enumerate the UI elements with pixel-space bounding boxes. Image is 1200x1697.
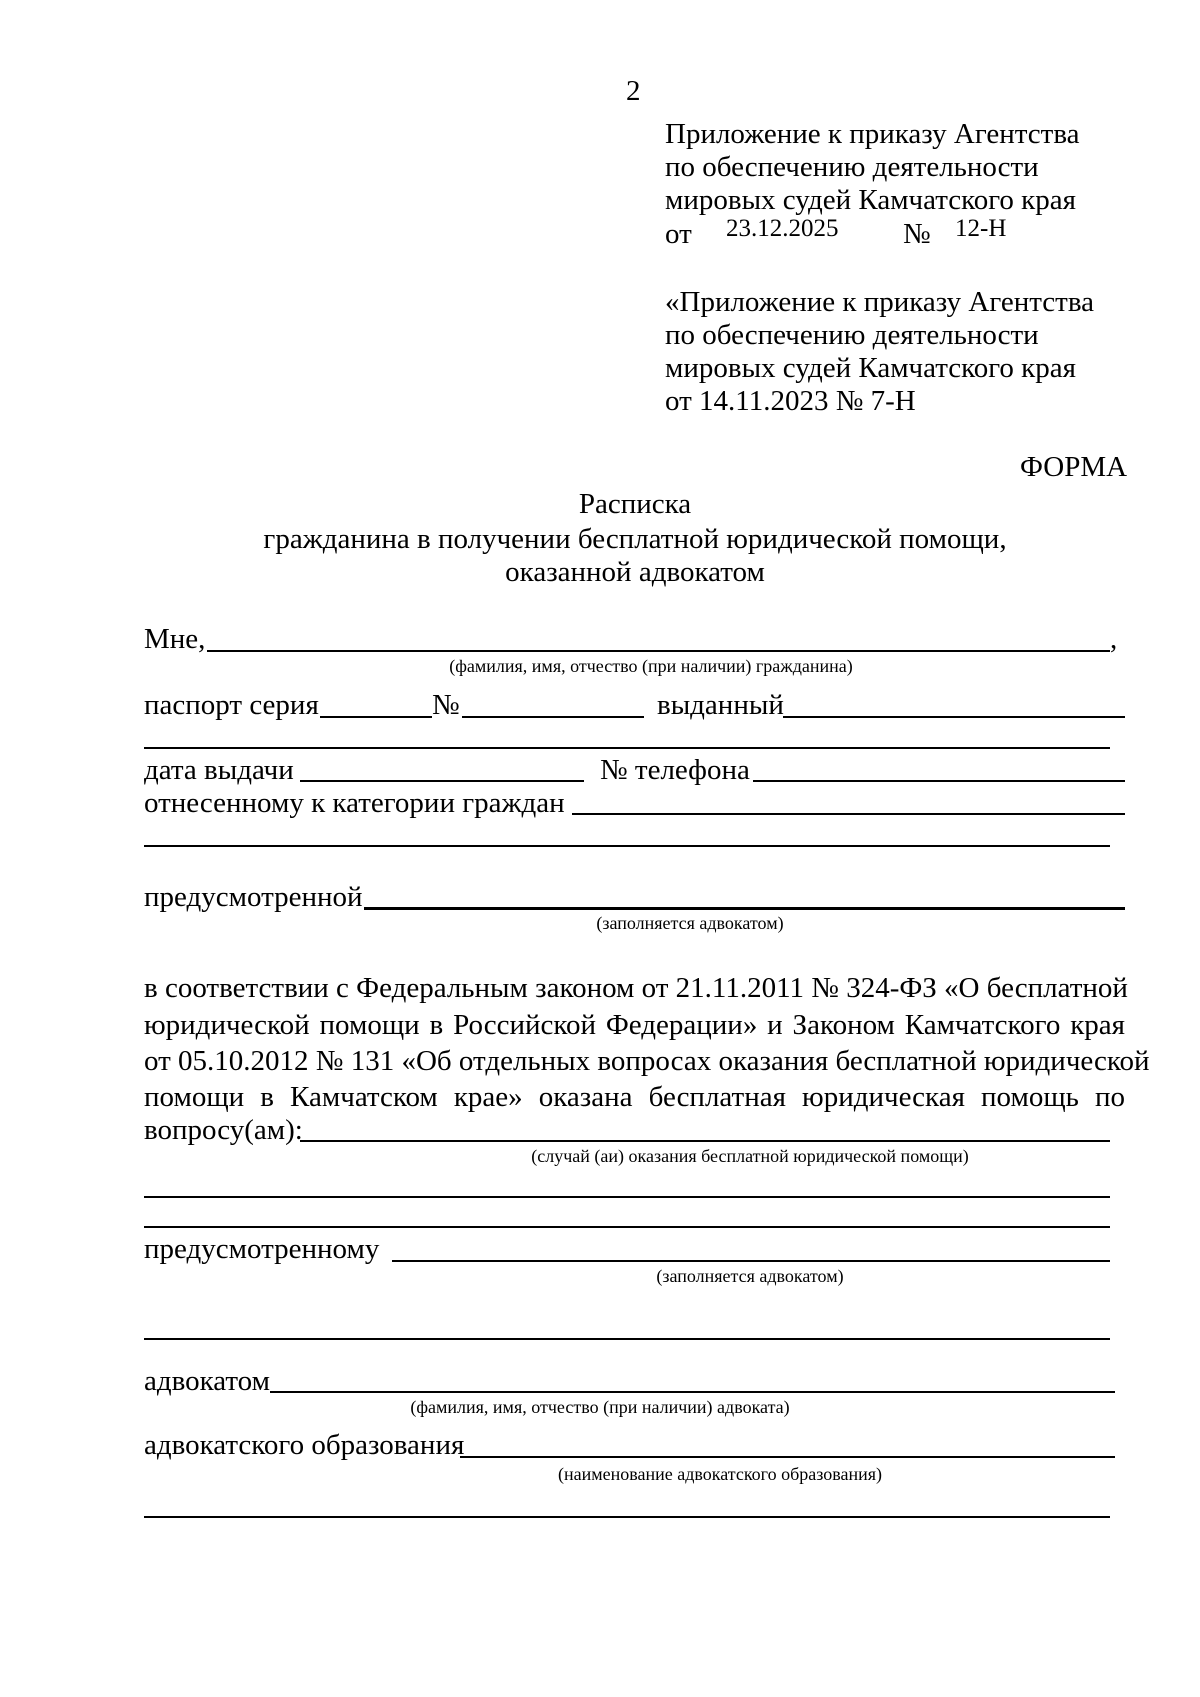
issued-label: выданный [657, 689, 784, 721]
title-line-2: гражданина в получении бесплатной юридической помощи, [263, 523, 1007, 555]
passport-series-line[interactable] [320, 716, 432, 718]
quote-header-line-4: от 14.11.2023 № 7-Н [665, 385, 916, 417]
quote-header-line-3: мировых судей Камчатского края [665, 352, 1076, 384]
lawyer-label: адвокатом [144, 1365, 270, 1397]
page-number: 2 [626, 75, 641, 107]
title-line-1: Расписка [578, 488, 692, 520]
question-label: вопросу(ам): [144, 1114, 303, 1146]
quote-header-line-2: по обеспечению деятельности [665, 319, 1039, 351]
to-me-label: Мне, [144, 623, 206, 655]
title-line-3: оказанной адвокатом [505, 556, 765, 588]
passport-number-line[interactable] [462, 716, 644, 718]
bar-org-line-2[interactable] [144, 1516, 1110, 1518]
law-paragraph-line-1: в соответствии с Федеральным законом от 21.11.2011 № 324-ФЗ «О бесплатной [144, 972, 1128, 1004]
category-line[interactable] [572, 813, 1125, 815]
lawyer-name-line[interactable] [270, 1391, 1115, 1393]
header-line-3: мировых судей Камчатского края [665, 184, 1076, 216]
provided2-line-2[interactable] [144, 1338, 1110, 1340]
header-line-1: Приложение к приказу Агентства [665, 118, 1080, 150]
category-line-2[interactable] [144, 845, 1110, 847]
law-paragraph-line-2: юридической помощи в Российской Федерации» и Законом Камчатского края [144, 1009, 1125, 1041]
filled-by-lawyer-hint: (заполняется адвокатом) [596, 913, 784, 933]
header-line-2: по обеспечению деятельности [665, 151, 1039, 183]
citizen-name-line[interactable] [207, 650, 1110, 652]
case-hint: (случай (аи) оказания бесплатной юридической помощи) [531, 1146, 969, 1166]
issued-by-line[interactable] [783, 716, 1125, 718]
phone-label: № телефона [600, 754, 750, 786]
question-line[interactable] [300, 1140, 1110, 1142]
comma: , [1110, 623, 1118, 655]
provided-line[interactable] [364, 907, 1125, 910]
provided-label: предусмотренной [144, 881, 363, 913]
passport-series-label: паспорт серия [144, 689, 319, 721]
bar-org-line[interactable] [460, 1456, 1115, 1458]
issued-by-line-2[interactable] [144, 747, 1110, 749]
header-number-label: № [903, 218, 931, 250]
category-label: отнесенному к категории граждан [144, 787, 565, 819]
quote-header-line-1: «Приложение к приказу Агентства [665, 286, 1094, 318]
bar-org-hint: (наименование адвокатского образования) [557, 1464, 883, 1484]
bar-org-label: адвокатского образования [144, 1429, 465, 1461]
header-date: 23.12.2025 [726, 215, 839, 242]
law-paragraph-line-4: помощи в Камчатском крае» оказана бесплатная юридическая помощь по [144, 1081, 1125, 1113]
question-line-2[interactable] [144, 1196, 1110, 1198]
question-line-3[interactable] [144, 1226, 1110, 1228]
phone-line[interactable] [753, 780, 1125, 782]
issue-date-label: дата выдачи [144, 754, 294, 786]
passport-no-label: № [432, 689, 460, 721]
provided2-label: предусмотренному [144, 1233, 380, 1265]
issue-date-line[interactable] [300, 780, 584, 782]
law-paragraph-line-3: от 05.10.2012 № 131 «Об отдельных вопросах оказания бесплатной юридической [144, 1045, 1150, 1077]
header-number: 12-Н [955, 215, 1007, 242]
lawyer-name-hint: (фамилия, имя, отчество (при наличии) адвоката) [410, 1397, 790, 1417]
citizen-name-hint: (фамилия, имя, отчество (при наличии) гражданина) [449, 656, 853, 676]
filled-by-lawyer-hint-2: (заполняется адвокатом) [656, 1266, 844, 1286]
forma-label: ФОРМА [1020, 451, 1128, 483]
header-from-label: от [665, 218, 692, 250]
provided2-line[interactable] [392, 1260, 1110, 1262]
